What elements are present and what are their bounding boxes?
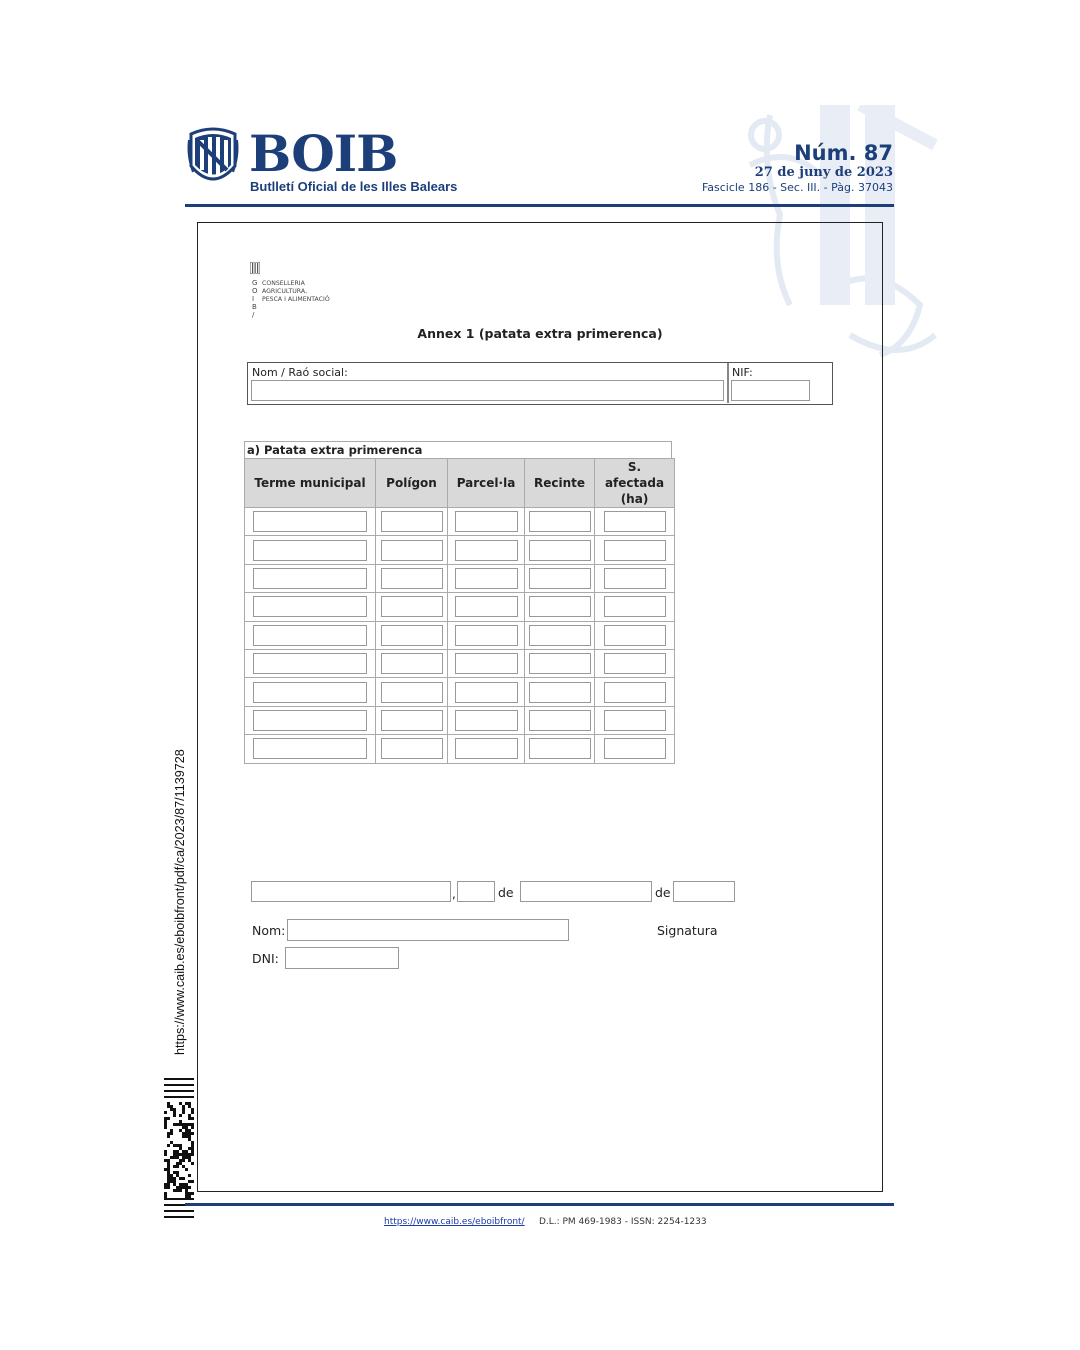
- table-cell: [245, 706, 376, 734]
- govern-letter: B: [252, 303, 257, 311]
- table-header-row: [245, 459, 675, 508]
- name-label: Nom / Raó social:: [252, 366, 348, 379]
- footer-legal: D.L.: PM 469-1983 - ISSN: 2254-1233: [538, 1217, 707, 1227]
- superficie-cell-input[interactable]: [604, 568, 666, 589]
- terme-municipal-cell-input[interactable]: [253, 568, 367, 589]
- table-cell: [245, 621, 376, 649]
- table-cell: [525, 508, 595, 536]
- table-cell: [595, 536, 675, 564]
- header-poligon: Polígon: [376, 459, 448, 508]
- conselleria-line: CONSELLERIA: [262, 280, 305, 287]
- signer-name-label: Nom:: [252, 923, 286, 938]
- govern-letter: I: [252, 295, 255, 303]
- parcella-cell-input[interactable]: [455, 682, 518, 703]
- superficie-cell-input[interactable]: [604, 738, 666, 759]
- table-cell: [525, 536, 595, 564]
- terme-municipal-cell-input[interactable]: [253, 511, 367, 532]
- parcella-cell-input[interactable]: [455, 625, 518, 646]
- table-cell: [525, 593, 595, 621]
- table-cell: [595, 621, 675, 649]
- qr-barcode-icon: [164, 1078, 194, 1220]
- terme-municipal-cell-input[interactable]: [253, 738, 367, 759]
- govern-letters: [252, 279, 260, 319]
- header-parcella: Parcel·la: [448, 459, 525, 508]
- boib-logo-text: BOIB: [249, 124, 398, 183]
- table-cell: [448, 621, 525, 649]
- table-cell: [595, 706, 675, 734]
- month-input[interactable]: [520, 881, 652, 902]
- parcella-cell-input[interactable]: [455, 540, 518, 561]
- signature-label: Signatura: [657, 923, 718, 938]
- recinte-cell-input[interactable]: [529, 625, 591, 646]
- parcella-cell-input[interactable]: [455, 653, 518, 674]
- terme-municipal-cell-input[interactable]: [253, 710, 367, 731]
- terme-municipal-cell-input[interactable]: [253, 625, 367, 646]
- recinte-cell-input[interactable]: [529, 653, 591, 674]
- poligon-cell-input[interactable]: [381, 653, 443, 674]
- poligon-cell-input[interactable]: [381, 540, 443, 561]
- govern-letter: G: [252, 279, 258, 287]
- superficie-cell-input[interactable]: [604, 682, 666, 703]
- parcella-cell-input[interactable]: [455, 738, 518, 759]
- table-cell: [245, 735, 376, 763]
- recinte-cell-input[interactable]: [529, 568, 591, 589]
- poligon-cell-input[interactable]: [381, 511, 443, 532]
- terme-municipal-cell-input[interactable]: [253, 653, 367, 674]
- parcella-cell-input[interactable]: [455, 596, 518, 617]
- parcella-cell-input[interactable]: [455, 710, 518, 731]
- issue-number: Núm. 87: [794, 141, 893, 165]
- recinte-cell-input[interactable]: [529, 511, 591, 532]
- table-cell: [376, 508, 448, 536]
- date-comma: ,: [452, 887, 456, 901]
- recinte-cell-input[interactable]: [529, 540, 591, 561]
- date-de-label: de: [498, 885, 514, 900]
- table-row: [245, 593, 675, 621]
- table-cell: [595, 649, 675, 677]
- table-cell: [448, 649, 525, 677]
- poligon-cell-input[interactable]: [381, 568, 443, 589]
- table-cell: [595, 678, 675, 706]
- superficie-cell-input[interactable]: [604, 596, 666, 617]
- issue-date: 27 de juny de 2023: [754, 165, 893, 180]
- govern-illes-balears-icon: [250, 262, 260, 274]
- table-cell: [525, 621, 595, 649]
- dni-input[interactable]: [285, 947, 399, 969]
- place-input[interactable]: [251, 881, 451, 902]
- table-row: [245, 649, 675, 677]
- table-cell: [525, 649, 595, 677]
- year-input[interactable]: [673, 881, 735, 902]
- terme-municipal-cell-input[interactable]: [253, 540, 367, 561]
- table-cell: [448, 536, 525, 564]
- day-input[interactable]: [457, 881, 495, 902]
- table-cell: [376, 593, 448, 621]
- poligon-cell-input[interactable]: [381, 710, 443, 731]
- table-cell: [376, 536, 448, 564]
- parcel-table: [244, 458, 675, 764]
- table-cell: [448, 678, 525, 706]
- table-cell: [595, 593, 675, 621]
- table-row: [245, 735, 675, 763]
- table-row: [245, 706, 675, 734]
- nif-input[interactable]: [731, 380, 810, 401]
- recinte-cell-input[interactable]: [529, 710, 591, 731]
- nif-label: NIF:: [732, 366, 753, 379]
- dni-label: DNI:: [252, 951, 279, 966]
- boib-seal-icon: [185, 126, 241, 190]
- recinte-cell-input[interactable]: [529, 738, 591, 759]
- name-input[interactable]: [251, 380, 724, 401]
- boib-logo-subtitle: Butlletí Oficial de les Illes Balears: [250, 179, 458, 194]
- terme-municipal-cell-input[interactable]: [253, 596, 367, 617]
- table-row: [245, 678, 675, 706]
- fascicle-info: Fascicle 186 - Sec. III. - Pàg. 37043: [701, 181, 893, 194]
- table-cell: [525, 735, 595, 763]
- document-verification-url[interactable]: https://www.caib.es/eboibfront/pdf/ca/2023/87/1139728: [173, 749, 187, 1055]
- poligon-cell-input[interactable]: [381, 596, 443, 617]
- conselleria-line: AGRICULTURA,: [262, 288, 308, 295]
- header-superficie-afectada: S. afectada (ha): [595, 459, 675, 508]
- table-cell: [595, 735, 675, 763]
- table-cell: [525, 706, 595, 734]
- table-cell: [595, 564, 675, 592]
- footer: [384, 1217, 707, 1227]
- recinte-cell-input[interactable]: [529, 682, 591, 703]
- date-de-label: de: [655, 885, 671, 900]
- table-cell: [525, 564, 595, 592]
- poligon-cell-input[interactable]: [381, 738, 443, 759]
- table-cell: [448, 735, 525, 763]
- parcella-cell-input[interactable]: [455, 568, 518, 589]
- parcella-cell-input[interactable]: [455, 511, 518, 532]
- footer-link[interactable]: https://www.caib.es/eboibfront/: [384, 1217, 525, 1227]
- header-terme-municipal: Terme municipal: [245, 459, 376, 508]
- header-divider: [185, 204, 894, 207]
- table-cell: [245, 649, 376, 677]
- table-cell: [376, 621, 448, 649]
- table-cell: [376, 706, 448, 734]
- table-cell: [376, 649, 448, 677]
- superficie-cell-input[interactable]: [604, 625, 666, 646]
- table-cell: [245, 593, 376, 621]
- superficie-cell-input[interactable]: [604, 540, 666, 561]
- footer-divider: [185, 1203, 894, 1206]
- table-cell: [525, 678, 595, 706]
- table-cell: [376, 678, 448, 706]
- table-cell: [245, 678, 376, 706]
- table-cell: [595, 508, 675, 536]
- superficie-cell-input[interactable]: [604, 511, 666, 532]
- table-caption: a) Patata extra primerenca: [244, 441, 672, 458]
- table-cell: [376, 564, 448, 592]
- recinte-cell-input[interactable]: [529, 596, 591, 617]
- table-body: [245, 508, 675, 764]
- table-cell: [245, 536, 376, 564]
- header-recinte: Recinte: [525, 459, 595, 508]
- poligon-cell-input[interactable]: [381, 625, 443, 646]
- applicant-box-divider: [727, 363, 729, 403]
- annex-title: Annex 1 (patata extra primerenca): [417, 326, 663, 341]
- govern-letter: O: [252, 287, 258, 295]
- table-cell: [448, 706, 525, 734]
- table-row: [245, 564, 675, 592]
- table-cell: [245, 508, 376, 536]
- govern-letter: /: [252, 311, 255, 319]
- table-row: [245, 621, 675, 649]
- table-cell: [376, 735, 448, 763]
- signer-name-input[interactable]: [287, 919, 569, 941]
- superficie-cell-input[interactable]: [604, 710, 666, 731]
- table-row: [245, 508, 675, 536]
- conselleria-line: PESCA I ALIMENTACIÓ: [262, 296, 330, 303]
- table-row: [245, 536, 675, 564]
- table-cell: [448, 564, 525, 592]
- table-cell: [448, 508, 525, 536]
- table-cell: [245, 564, 376, 592]
- poligon-cell-input[interactable]: [381, 682, 443, 703]
- conselleria-name: [262, 280, 330, 304]
- table-cell: [448, 593, 525, 621]
- superficie-cell-input[interactable]: [604, 653, 666, 674]
- terme-municipal-cell-input[interactable]: [253, 682, 367, 703]
